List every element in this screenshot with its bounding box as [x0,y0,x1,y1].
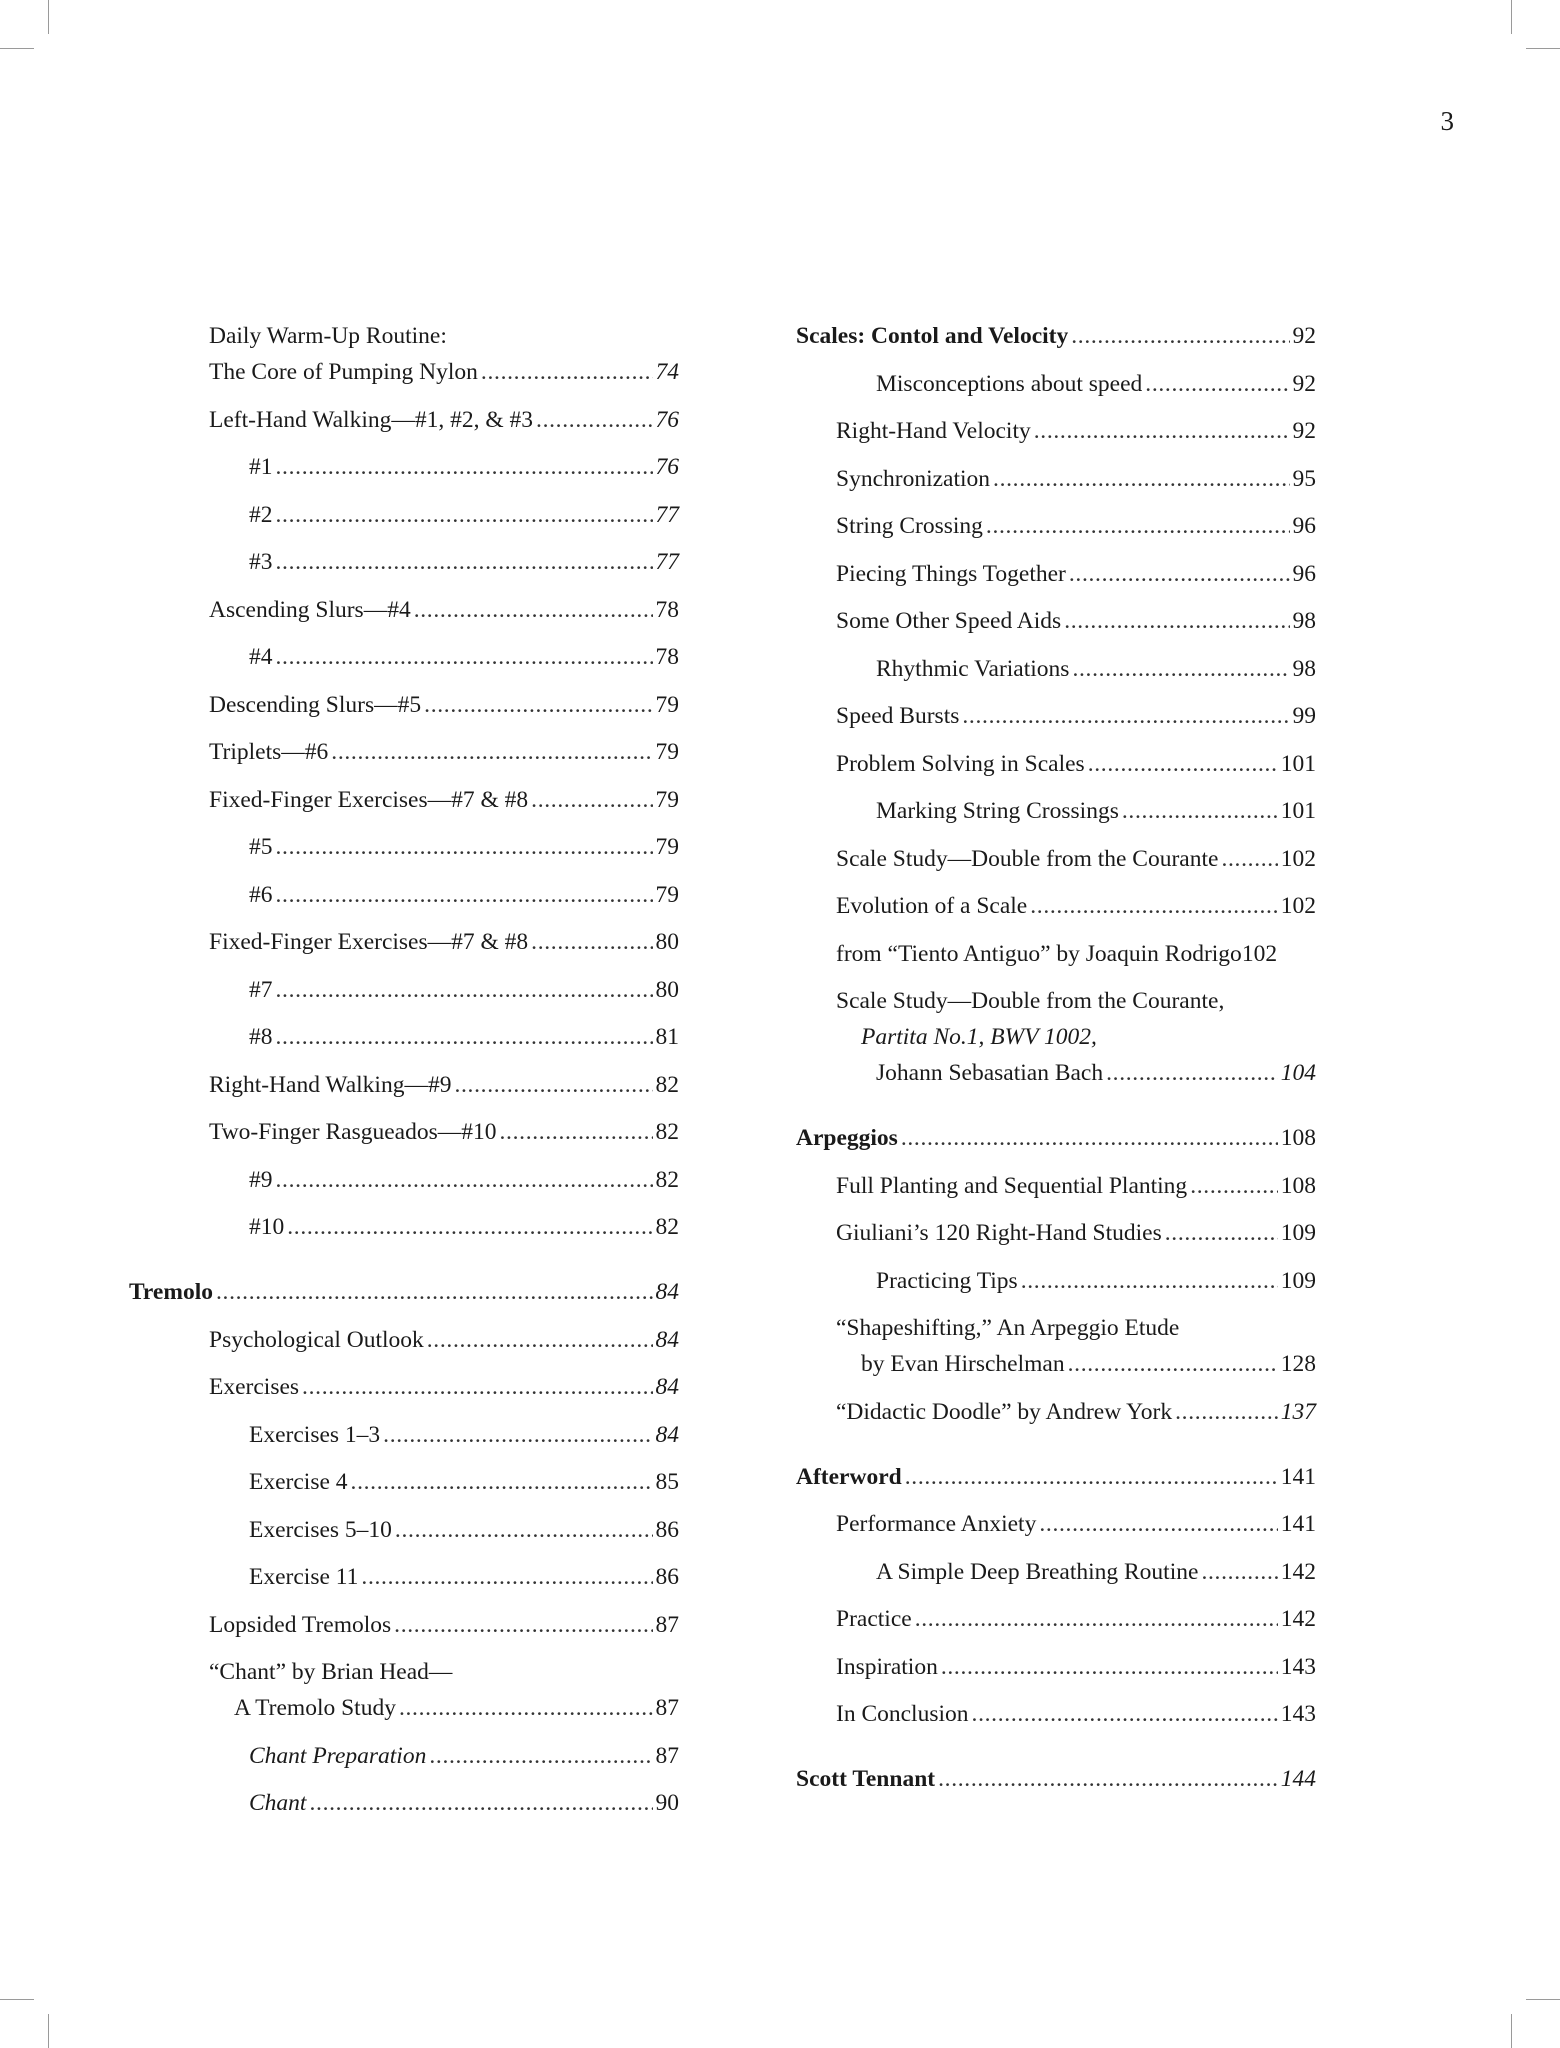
toc-entry[interactable] [169,639,679,675]
toc-entry-title: Exercise 4 [249,1469,348,1495]
dot-leader [287,1209,652,1245]
toc-entry[interactable] [169,544,679,580]
toc-entry-title: Fixed-Finger Exercises—#7 & #8 [209,786,529,813]
toc-entry-page: 108 [1280,1125,1316,1151]
dot-leader [941,1649,1278,1685]
toc-entry-title: A Simple Deep Breathing Routine [876,1558,1199,1585]
toc-entry[interactable] [169,877,679,913]
toc-entry[interactable] [169,924,679,960]
crop-mark [1526,48,1560,49]
toc-entry-title: Ascending Slurs—#4 [209,596,411,623]
crop-mark [48,2014,49,2048]
toc-entry-page: 84 [655,1374,679,1400]
toc-entry-page: 108 [1280,1172,1316,1199]
crop-mark [1511,0,1512,34]
toc-entry-title: Practicing Tips [876,1267,1018,1294]
toc-entry[interactable] [796,698,1316,734]
toc-entry-page: 102 [1241,940,1278,967]
toc-entry[interactable] [796,461,1316,497]
toc-entry-page: 79 [655,691,679,718]
dot-leader [276,829,653,865]
toc-entry-title: String Crossing [836,513,983,539]
dot-leader [395,1512,653,1548]
toc-entry[interactable] [169,972,679,1008]
toc-entry-page: 144 [1280,1766,1316,1792]
toc-entry-title: #5 [249,834,273,860]
dot-leader [481,354,653,390]
toc-entry-title: The Core of Pumping Nylon [209,359,478,385]
toc-entry-page: 82 [655,1119,679,1145]
toc-entry[interactable] [796,1215,1316,1251]
dot-leader [993,461,1289,497]
toc-entry[interactable] [169,1785,679,1821]
toc-entry[interactable] [169,1738,679,1774]
toc-entry-title: Performance Anxiety [836,1511,1037,1537]
dot-leader [972,1696,1278,1732]
toc-entry[interactable] [796,603,1316,639]
toc-section-title: Arpeggios [796,1125,898,1151]
dot-leader [1068,1346,1278,1382]
toc-entry-page: 76 [655,406,679,433]
toc-entry-page: 92 [1292,418,1316,444]
dot-leader [1072,651,1289,687]
toc-section-title: Scott Tennant [796,1766,936,1792]
dot-leader [962,698,1289,734]
toc-entry[interactable] [796,983,1316,1091]
dot-leader [1201,1554,1277,1590]
toc-entry[interactable] [169,1559,679,1595]
toc-entry-page: 102 [1280,893,1316,919]
toc-entry[interactable] [796,1394,1316,1430]
dot-leader [361,1559,652,1595]
toc-entry[interactable] [169,687,679,723]
toc-entry[interactable] [169,1067,679,1103]
toc-entry[interactable] [796,651,1316,687]
toc-section-scott-tennant[interactable] [796,1761,1316,1797]
toc-entry[interactable] [169,449,679,485]
toc-entry[interactable] [169,734,679,770]
toc-entry-title: Problem Solving in Scales [836,750,1085,777]
toc-entry-line: “Chant” by Brian Head— [209,1659,453,1685]
dot-leader [276,1162,653,1198]
toc-entry[interactable] [169,1464,679,1500]
dot-leader [905,1459,1278,1495]
dot-leader [500,1114,653,1150]
dot-leader [331,734,652,770]
toc-entry-page: 78 [655,596,679,623]
toc-entry-title: Triplets—#6 [209,739,329,765]
toc-entry[interactable] [169,1322,679,1358]
dot-leader [276,639,653,675]
toc-entry-title: Some Other Speed Aids [836,608,1062,634]
toc-entry[interactable] [169,1607,679,1643]
toc-entry-page: 77 [655,549,679,575]
toc-entry-page: 104 [1280,1060,1316,1086]
dot-leader [1034,413,1290,449]
toc-entry-title: Misconceptions about speed [876,370,1143,397]
toc-entry-page: 86 [655,1516,679,1543]
dot-leader [276,972,653,1008]
toc-entry-page: 141 [1280,1463,1316,1490]
toc-entry-page: 84 [655,1326,679,1353]
dot-leader [536,402,652,438]
toc-entry-page: 96 [1292,513,1316,539]
dot-leader [394,1607,652,1643]
toc-entry-title: #8 [249,1024,273,1050]
toc-entry-page: 87 [655,1742,679,1769]
toc-entry-page: 84 [655,1421,679,1448]
toc-entry-page: 81 [655,1024,679,1050]
toc-entry-page: 101 [1280,750,1316,777]
toc-entry[interactable] [796,556,1316,592]
toc-entry-title: #9 [249,1166,273,1193]
toc-entry-title: Exercises 1–3 [249,1421,381,1448]
toc-entry-line: Daily Warm-Up Routine: [209,323,447,349]
toc-entry-page: 76 [655,454,679,480]
toc-entry[interactable] [169,1654,679,1726]
toc-entry-page: 79 [655,834,679,860]
toc-entry-title: Left-Hand Walking—#1, #2, & #3 [209,406,534,433]
toc-entry[interactable] [796,1263,1316,1299]
toc-entry-title: #6 [249,881,273,908]
toc-entry-page: 102 [1280,845,1316,872]
toc-entry-title: Evolution of a Scale [836,893,1028,919]
dot-leader [216,1274,653,1310]
toc-entry[interactable] [796,1506,1316,1542]
dot-leader [276,1019,653,1055]
toc-section-title: Scales: Contol and Velocity [796,323,1069,349]
toc-entry[interactable] [796,793,1316,829]
toc-entry[interactable] [169,1162,679,1198]
toc-entry-page: 77 [655,501,679,528]
toc-entry[interactable] [796,366,1316,402]
toc-entry[interactable] [796,936,1316,972]
toc-entry-title: Psychological Outlook [209,1326,424,1353]
toc-section-title: Tremolo [129,1279,213,1305]
toc-entry-page: 143 [1280,1701,1316,1727]
dot-leader [1165,1215,1278,1251]
toc-section-afterword[interactable] [796,1459,1316,1495]
toc-entry-title: Exercises 5–10 [249,1516,392,1543]
toc-section-title: Afterword [796,1463,902,1490]
toc-entry[interactable] [796,888,1316,924]
toc-entry-title: #2 [249,501,273,528]
toc-entry-page: 79 [655,786,679,813]
toc-entry-page: 82 [655,1166,679,1193]
dot-leader [938,1761,1278,1797]
dot-leader [901,1120,1278,1156]
toc-entry[interactable] [796,1649,1316,1685]
dot-leader [1122,793,1278,829]
toc-entry-page: 84 [655,1279,679,1305]
toc-entry[interactable] [169,1369,679,1405]
toc-entry-title: #3 [249,549,273,575]
toc-entry-page: 96 [1292,560,1316,587]
crop-mark [1526,1999,1560,2000]
toc-entry-title: Speed Bursts [836,703,960,729]
toc-entry[interactable] [796,508,1316,544]
toc-entry[interactable] [169,497,679,533]
toc-entry-page: 80 [655,976,679,1003]
toc-entry[interactable] [169,1417,679,1453]
toc-entry[interactable] [796,1696,1316,1732]
toc-entry-page: 82 [655,1071,679,1098]
toc-entry-page: 92 [1292,323,1316,349]
toc-entry-page: 109 [1280,1220,1316,1246]
toc-entry-page: 101 [1280,798,1316,824]
toc-entry-title: Chant [249,1790,307,1816]
toc-entry-title: Giuliani’s 120 Right-Hand Studies [836,1220,1162,1246]
dot-leader [986,508,1290,544]
dot-leader [1106,1055,1278,1091]
toc-entry-page: 98 [1292,608,1316,634]
toc-entry[interactable] [796,841,1316,877]
toc-entry-title: Inspiration [836,1653,938,1680]
page-number: 3 [1440,106,1454,136]
dot-leader [1064,603,1289,639]
toc-entry-line: “Shapeshifting,” An Arpeggio Etude [836,1315,1180,1341]
dot-leader [424,687,652,723]
toc-entry-title: #1 [249,454,273,480]
toc-entry-title: Exercises [209,1374,300,1400]
toc-entry[interactable] [169,1114,679,1150]
toc-entry-page: 142 [1280,1606,1316,1632]
dot-leader [1088,746,1278,782]
toc-entry-title: Chant Preparation [249,1742,427,1769]
toc-entry-title: Exercise 11 [249,1564,359,1590]
crop-mark [48,0,49,34]
toc-entry-title: Lopsided Tremolos [209,1611,392,1638]
dot-leader [1145,366,1289,402]
toc-entry[interactable] [796,1168,1316,1204]
toc-entry-page: 137 [1280,1398,1316,1425]
dot-leader [383,1417,652,1453]
dot-leader [427,1322,653,1358]
toc-entry-title: Two-Finger Rasgueados—#10 [209,1119,497,1145]
toc-entry[interactable] [796,1310,1316,1382]
toc-left-column [129,318,679,1833]
toc-right-column [796,318,1316,1809]
toc-entry-title: #10 [249,1214,285,1240]
dot-leader [429,1738,652,1774]
toc-entry[interactable] [796,1601,1316,1637]
toc-entry[interactable] [169,1209,679,1245]
dot-leader [915,1601,1278,1637]
dot-leader [1221,841,1277,877]
dot-leader [276,877,653,913]
toc-entry-page: 95 [1292,465,1316,492]
toc-entry-title: Piecing Things Together [836,560,1066,587]
dot-leader [531,924,652,960]
toc-entry[interactable] [796,413,1316,449]
toc-entry-page: 109 [1280,1267,1316,1294]
toc-entry-page: 142 [1280,1558,1316,1585]
toc-entry[interactable] [169,1512,679,1548]
dot-leader [399,1690,653,1726]
dot-leader [1030,888,1278,924]
toc-entry-page: 90 [655,1790,679,1816]
dot-leader [1039,1506,1277,1542]
dot-leader [309,1785,652,1821]
toc-entry[interactable] [169,402,679,438]
dot-leader [1190,1168,1278,1204]
toc-entry[interactable] [169,829,679,865]
dot-leader [1071,318,1289,354]
dot-leader [1175,1394,1278,1430]
dot-leader [454,1067,652,1103]
toc-entry-page: 128 [1280,1351,1316,1377]
toc-entry-title: by Evan Hirschelman [861,1351,1065,1377]
toc-entry-page: 87 [655,1695,679,1721]
toc-entry-page: 143 [1280,1653,1316,1680]
toc-entry-title: Right-Hand Walking—#9 [209,1071,452,1098]
toc-entry[interactable] [169,318,679,390]
toc-entry-page: 141 [1280,1511,1316,1537]
toc-entry-title: from “Tiento Antiguo” by Joaquin Rodrigo [836,940,1242,967]
toc-entry-line: Partita No.1, BWV 1002, [861,1024,1097,1050]
toc-entry-page: 78 [655,644,679,670]
toc-entry-title: Synchronization [836,465,991,492]
toc-entry-page: 79 [655,881,679,908]
toc-entry-title: Scale Study—Double from the Courante [836,845,1219,872]
crop-mark [1511,2014,1512,2048]
toc-entry[interactable] [169,1019,679,1055]
toc-entry-title: #4 [249,644,273,670]
toc-entry-page: 92 [1292,370,1316,397]
dot-leader [414,592,653,628]
toc-entry-title: A Tremolo Study [234,1695,396,1721]
toc-entry-page: 79 [655,739,679,765]
dot-leader [276,449,653,485]
dot-leader [1021,1263,1278,1299]
toc-entry-page: 87 [655,1611,679,1638]
toc-entry-page: 98 [1292,655,1316,682]
toc-entry-title: Descending Slurs—#5 [209,691,422,718]
toc-entry-title: “Didactic Doodle” by Andrew York [836,1398,1173,1425]
dot-leader [302,1369,652,1405]
toc-entry-title: #7 [249,976,273,1003]
toc-entry-title: Rhythmic Variations [876,655,1070,682]
dot-leader [276,544,653,580]
toc-section-scales[interactable] [796,318,1316,354]
toc-entry[interactable] [169,592,679,628]
toc-entry-page: 74 [655,359,679,385]
dot-leader [1069,556,1290,592]
toc-entry-page: 80 [655,929,679,955]
dot-leader [276,497,653,533]
toc-entry-page: 85 [655,1469,679,1495]
toc-entry-title: Johann Sebasatian Bach [876,1060,1104,1086]
toc-entry-title: In Conclusion [836,1701,969,1727]
crop-mark [0,48,34,49]
toc-entry-title: Fixed-Finger Exercises—#7 & #8 [209,929,529,955]
toc-entry-page: 86 [655,1564,679,1590]
toc-section-tremolo[interactable] [129,1274,679,1310]
dot-leader [531,782,652,818]
toc-entry-line: Scale Study—Double from the Courante, [836,988,1225,1014]
toc-entry[interactable] [796,1554,1316,1590]
toc-entry[interactable] [796,746,1316,782]
toc-entry-title: Practice [836,1606,912,1632]
dot-leader [351,1464,653,1500]
toc-entry-page: 82 [655,1214,679,1240]
toc-entry-title: Full Planting and Sequential Planting [836,1172,1188,1199]
toc-entry-page: 99 [1292,703,1316,729]
toc-entry-title: Marking String Crossings [876,798,1119,824]
toc-entry-title: Right-Hand Velocity [836,418,1031,444]
toc-section-arpeggios[interactable] [796,1120,1316,1156]
toc-entry[interactable] [169,782,679,818]
crop-mark [0,1999,34,2000]
